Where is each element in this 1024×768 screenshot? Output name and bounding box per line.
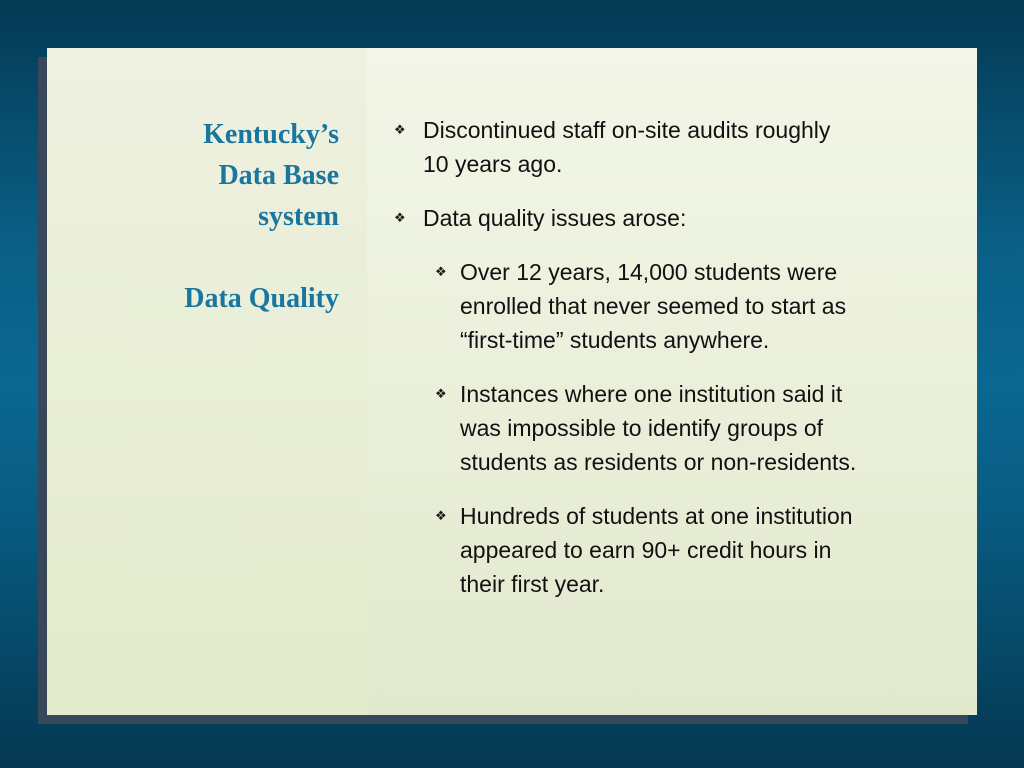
- content-panel: [367, 48, 977, 715]
- diamond-flower-icon: ❖: [394, 210, 406, 225]
- bullet-text: Data quality issues arose:: [423, 205, 687, 231]
- title-line: system: [258, 201, 339, 232]
- diamond-flower-icon: ❖: [435, 508, 447, 523]
- sub-bullet-text: Instances where one institution said it was impossible to identify groups of students as residents or non-residents.: [460, 381, 857, 475]
- bullet-list: [389, 113, 859, 621]
- sub-bullet-text: Hundreds of students at one institution appeared to earn 90+ credit hours in their first year.: [460, 503, 853, 597]
- diamond-flower-icon: ❖: [394, 122, 406, 137]
- bullet-text: Discontinued staff on-site audits roughly 10 years ago.: [423, 117, 831, 177]
- title-panel: [47, 48, 367, 715]
- sub-bullet-text: Over 12 years, 14,000 students were enrolled that never seemed to start as “first-time” students anywhere.: [460, 259, 847, 353]
- diamond-flower-icon: ❖: [435, 264, 447, 279]
- title-line: Kentucky’s: [203, 119, 339, 150]
- bullet-item: [389, 113, 859, 181]
- slide: [47, 48, 977, 715]
- title-line: Data Base: [218, 160, 339, 191]
- sub-bullet-item: [389, 255, 859, 357]
- sub-bullet-item: [389, 377, 859, 479]
- bullet-item: [389, 201, 859, 235]
- slide-title: [184, 114, 339, 319]
- sub-bullet-item: [389, 499, 859, 601]
- slide-subtitle: Data Quality: [184, 283, 339, 314]
- diamond-flower-icon: ❖: [435, 386, 447, 401]
